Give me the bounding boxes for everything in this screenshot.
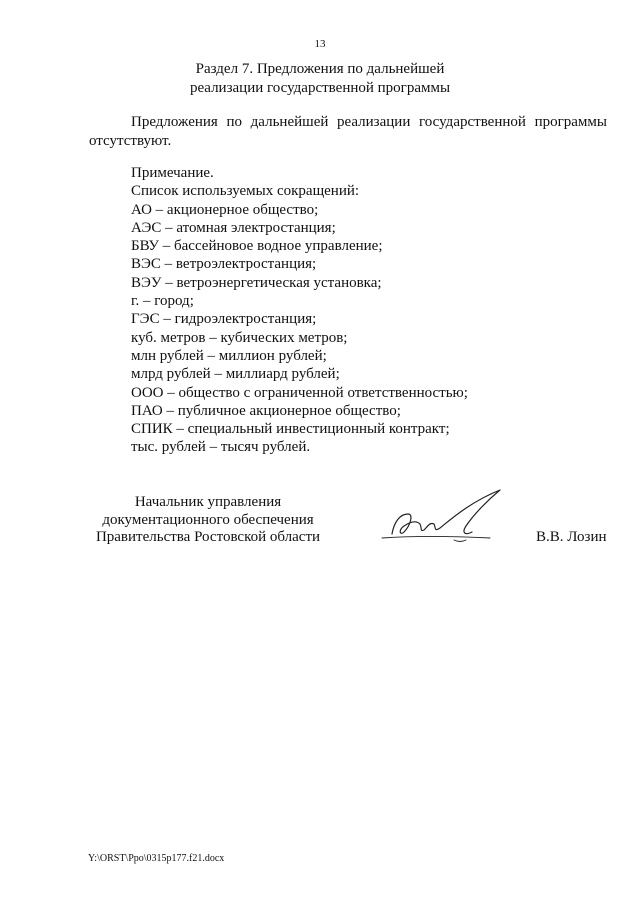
page-number: 13 — [314, 38, 326, 50]
abbreviation-item: АО – акционерное общество; — [131, 201, 319, 218]
abbreviation-item: млрд рублей – миллиард рублей; — [131, 366, 340, 383]
abbreviation-item: ВЭУ – ветроэнергетическая установка; — [131, 274, 382, 291]
intro-line-2: отсутствуют. — [89, 133, 172, 149]
abbreviation-item: тыс. рублей – тысяч рублей. — [131, 439, 311, 456]
section-title-line-1: Раздел 7. Предложения по дальнейшей — [195, 61, 445, 77]
abbreviation-item: ООО – общество с ограниченной ответственностью; — [131, 384, 468, 401]
signatory-position-line-1: Начальник управления — [134, 494, 282, 510]
section-title — [0, 60, 640, 98]
intro-line-1: Предложения по дальнейшей реализации государственной программы — [131, 114, 607, 130]
note-heading: Примечание. — [131, 165, 214, 181]
signatory-position-line-3: Правительства Ростовской области — [95, 529, 321, 545]
signatory-position-line-2: документационного обеспечения — [102, 511, 314, 528]
intro-paragraph — [89, 113, 607, 151]
signatory-position — [88, 494, 328, 547]
abbreviation-item: БВУ – бассейновое водное управление; — [131, 238, 383, 255]
section-title-line-2: реализации государственной программы — [189, 80, 451, 96]
abbreviation-item: СПИК – специальный инвестиционный контракт; — [131, 421, 450, 438]
abbreviation-item: ВЭС – ветроэлектростанция; — [131, 256, 317, 273]
abbreviation-item: куб. метров – кубических метров; — [131, 329, 348, 346]
abbreviation-item: АЭС – атомная электростанция; — [131, 219, 336, 236]
abbreviations-note — [131, 164, 468, 457]
handwritten-signature — [370, 484, 520, 554]
abbreviation-item: ПАО – публичное акционерное общество; — [131, 402, 401, 419]
abbreviations-list-heading: Список используемых сокращений: — [131, 183, 360, 200]
abbreviation-item: г. – город; — [131, 293, 194, 310]
signatory-name: В.В. Лозин — [536, 529, 607, 545]
abbreviation-item: ГЭС – гидроэлектростанция; — [131, 311, 317, 328]
abbreviation-item: млн рублей – миллион рублей; — [131, 347, 327, 364]
footer-file-path: Y:\ORST\Ppo\0315p177.f21.docx — [88, 853, 225, 864]
